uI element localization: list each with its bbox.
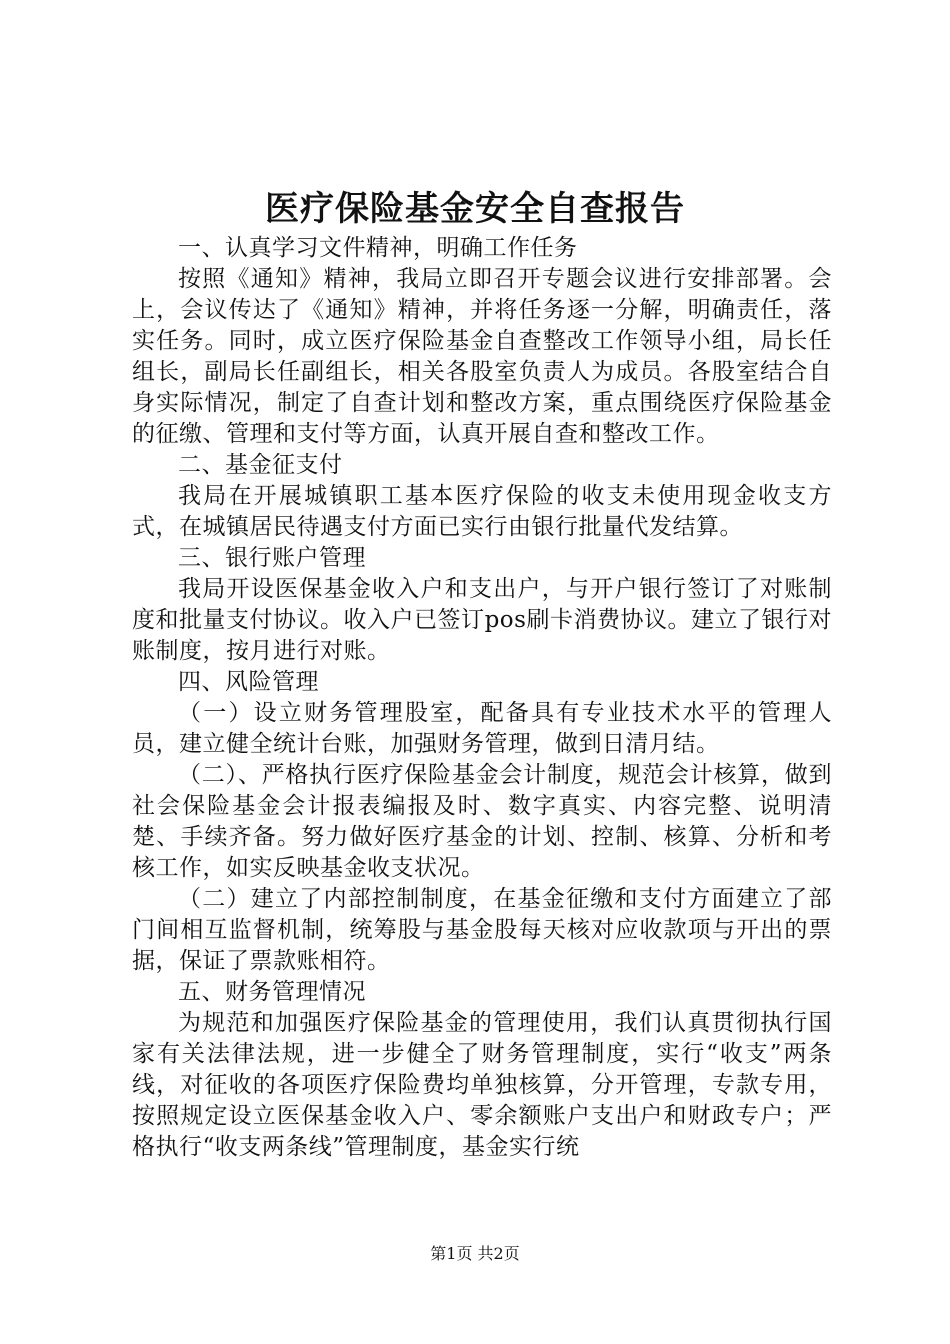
- document-body: [132, 233, 832, 1163]
- section-heading-2: 二、基金征支付: [178, 452, 343, 478]
- section-heading-1: 一、认真学习文件精神，明确工作任务: [178, 235, 578, 261]
- page-footer: 第1页 共2页: [430, 1244, 520, 1263]
- section-heading-5: 五、财务管理情况: [178, 979, 366, 1005]
- paragraph-4: （一）设立财务管理股室，配备具有专业技术水平的管理人员，建立健全统计台账，加强财务管理，做到日清月结。: [132, 700, 832, 757]
- section-heading-3: 三、银行账户管理: [178, 545, 366, 571]
- paragraph-7: 为规范和加强医疗保险基金的管理使用，我们认真贯彻执行国家有关法律法规，进一步健全了财务管理制度，实行“收支”两条线，对征收的各项医疗保险费均单独核算，分开管理，专款专用，按照规定设立医保基金收入户、零余额账户支出户和财政专户；严格执行“收支两条线”管理制度，基金实行统: [132, 1010, 832, 1160]
- document-title: 医疗保险基金安全自查报告: [265, 189, 685, 229]
- paragraph-1: 按照《通知》精神，我局立即召开专题会议进行安排部署。会上，会议传达了《通知》精神，并将任务逐一分解，明确责任，落实任务。同时，成立医疗保险基金自查整改工作领导小组，局长任组长，副局长任副组长，相关各股室负责人为成员。各股室结合自身实际情况，制定了自查计划和整改方案，重点围绕医疗保险基金的征缴、管理和支付等方面，认真开展自查和整改工作。: [132, 266, 832, 447]
- paragraph-2: 我局在开展城镇职工基本医疗保险的收支未使用现金收支方式，在城镇居民待遇支付方面已实行由银行批量代发结算。: [132, 483, 832, 540]
- paragraph-6: （二）建立了内部控制制度，在基金征缴和支付方面建立了部门间相互监督机制，统筹股与基金股每天核对应收款项与开出的票据，保证了票款账相符。: [132, 886, 832, 974]
- paragraph-3: 我局开设医保基金收入户和支出户，与开户银行签订了对账制度和批量支付协议。收入户已签订pos刷卡消费协议。建立了银行对账制度，按月进行对账。: [132, 576, 832, 664]
- section-heading-4: 四、风险管理: [178, 669, 319, 695]
- paragraph-5: （二）、严格执行医疗保险基金会计制度，规范会计核算，做到社会保险基金会计报表编报及时、数字真实、内容完整、说明清楚、手续齐备。努力做好医疗基金的计划、控制、核算、分析和考核工作，如实反映基金收支状况。: [132, 762, 832, 881]
